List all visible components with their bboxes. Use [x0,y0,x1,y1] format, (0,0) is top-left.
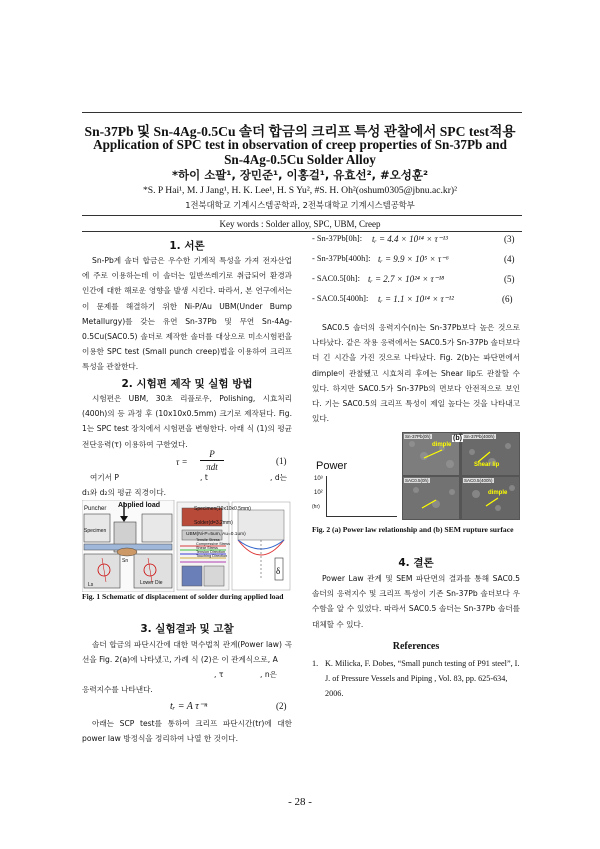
equation-6-label: - SAC0.5[400h]: [312,294,369,303]
where-line-1a: 여기서 P [90,473,119,482]
equation-4: tᵣ = 9.9 × 10⁵ × τ⁻⁶ [378,254,449,264]
authors-english: *S. P Hai¹, M. J Jang¹, H. K. Lee¹, H. S Yu², #S. H. Oh²(oshum0305@jbnu.ac.kr)² [143,185,457,196]
sem-texture [402,432,520,520]
equation-4-label: - Sn-37Pb[400h]: [312,254,371,263]
section-1-paragraph: Sn-Pb계 솔더 합금은 우수한 기계적 특성을 가져 전자산업에 주로 이용하는데 이 솔더는 일반쓰레기로 취급되어 환경과 인간에 대한 해로운 영향을 발생 시킨다. 따라서, 본 연구에서는 이 문제를 해결하기 위한 Ni-P/Au UBM(Under Bump Metallurgy)를 갖는 유연 Sn-37Pb 및 무연 Sn-4Ag-0.5Cu(SAC0.5) 솔더로 제작한 솔더를 대상으로 미소시험편을 이용한 SPC test (Small punch creep)법을 이용하여 크리프 특성을 관찰한다. [82,256,292,372]
keywords: Key words : Solder alloy, SPC, UBM, Creep [219,219,381,229]
label-sn: Sn [122,558,129,564]
label-solder-box: Solder(d=3.2mm) [194,520,233,526]
title-korean: Sn-37Pb 및 Sn-4Ag-0.5Cu 솔더 합금의 크리프 특성 관찰에서 SPC test적용 [84,124,516,139]
section-4-heading: 4. 결론 [398,557,434,569]
reference-1: K. Milicka, F. Dobes, “Small punch testing of P91 steel”, I. J. of Pressure Vessels and Piping , Vol. 83, pp. 625-634, 2006. [325,659,520,698]
figure-1 [82,500,292,592]
section-1-heading: 1. 서론 [169,240,205,252]
sem-tag-2: Sn-37Pb(400h) [464,434,495,439]
label-ls: Ls [88,582,94,588]
equation-4-number: (4) [504,254,515,264]
title-english-line-2: Sn-4Ag-0.5Cu Solder Alloy [224,152,376,167]
legend-shear: Shear Stress [196,546,218,550]
panel-b-label: (b) [453,435,462,442]
sem-tag-3: SAC0.5(0h) [405,478,429,483]
where-line-1c: , d는 [270,473,287,482]
label-ubm: UBM(Ni-P=5um, Au=0.1um) [186,532,246,537]
equation-2: tᵣ = A τ⁻ⁿ [170,701,208,712]
label-specimen-box: Specimen(10x10x0.5mm) [194,506,251,512]
section-3-para1b: , τ [214,670,224,679]
section-3-para1d: 응력지수를 나타낸다. [82,685,153,694]
svg-text:δ: δ [276,566,281,576]
keywords-rule-top [82,215,522,216]
keywords-rule-bottom [82,231,522,232]
figure-1-schematic [82,500,292,592]
reference-1-number: 1. [312,659,319,668]
legend-compressive: Compressive Stress [196,542,230,546]
label-lower-die: Lower Die [140,580,163,586]
y-axis-label: (hr) [312,504,320,510]
equation-6-number: (6) [502,294,513,304]
label-specimen: Specimen [84,528,107,534]
y-tick-2: 10² [314,490,323,496]
figure-2a-chart [312,432,398,520]
section-3-heading: 3. 실험결과 및 고찰 [140,623,234,635]
power-law-equations [308,234,520,314]
figure-2-caption: Fig. 2 (a) Power law relationship and (b) SEM rupture surface [312,525,514,534]
where-line-2: d₁와 d₂의 평균 직경이다. [82,488,167,497]
top-rule [82,112,522,113]
sem-tag-4: SAC0.5(400h) [464,478,493,483]
equation-2-number: (2) [276,701,287,711]
equation-1-number: (1) [276,456,287,466]
legend-touching-direction: Touching Direction [196,554,228,558]
figure-2 [312,432,520,520]
label-puncher: Puncher [84,506,107,512]
section-2-paragraph: 시험편은 UBM, 30초 리플로우, Polishing, 시효처리 (400h)의 등 과정 후 (10x10x0.5mm) 크기로 제작된다. Fig. 1는 SPC test 장치에서 시험편을 변형한다. 아래 식 (1)의 평균 전단응력(τ) 이용하여 구한였다. [82,394,292,449]
equation-1-denominator: πdt [206,462,218,472]
legend-tensile: Tensile Stress [196,538,220,542]
equation-5-label: - SAC0.5[0h]: [312,274,360,283]
equation-6: tᵣ = 1.1 × 10¹⁴ × τ⁻¹² [378,294,454,304]
shear-lip-label: Shear lip [474,462,500,468]
legend-tension-direction: Tension Direction [196,550,226,554]
figure-2b-sem [402,432,520,520]
figure-1-legend [196,538,230,558]
figure-2a-axes [326,476,397,517]
where-line-1b: , t [200,473,208,482]
equation-5: tᵣ = 2.7 × 10²⁴ × τ⁻¹⁸ [368,274,445,284]
section-2-heading: 2. 시험편 제작 및 실험 방법 [121,378,253,390]
section-3-paragraph-1: 솔더 합금의 파단시간에 대한 멱수법칙 관계(Power law) 곡선을 Fig. 2(a)에 나타냈고, 가례 식 (2)은 이 관계식으로, A [82,640,292,665]
label-power: Power [316,460,348,472]
title-english-line-1: Application of SPC test in observation of creep properties of Sn-37Pb and [93,137,507,152]
authors-korean: *하이 소팔¹, 장민준¹, 이홍걸¹, 유효선², #오성훈² [171,168,429,182]
section-3-paragraph-2: 아래는 SCP test를 통하여 크리프 파단시간(tr)에 대한 power law 방정식을 정리하여 나열 한 것이다. [82,719,292,744]
figure-1-caption: Fig. 1 Schematic of displacement of solder during applied load [82,592,284,601]
equation-3-number: (3) [504,234,515,244]
dimple-label-1: dimple [432,442,452,448]
equation-3-label: - Sn-37Pb[0h]: [312,234,363,243]
page-number: - 28 - [288,796,312,808]
dimple-label-2: dimple [488,490,508,496]
results-paragraph: SAC0.5 솔더의 응력지수(n)는 Sn-37Pb보다 높은 것으로 나타났다. 같은 작용 응력에서는 SAC0.5가 Sn-37Pb 솔더보다 더 긴 시간을 가진 것으로 나타났다. Fig. 2(b)는 파단면에서 dimple이 관찰됐고 시효처리 후에는 Shear lip도 관찰할 수 있다. 하지만 SAC0.5가 Sn-37Pb의 면보다 안전적으로 보인다. 기는 SAC0.5의 크리프 특성이 제일 높다는 것을 나타내고 있다. [312,323,520,424]
label-applied-load: Applied load [118,502,160,509]
y-tick-1: 10³ [314,476,323,482]
section-4-paragraph: Power Law 관계 및 SEM 파단면의 결과를 통해 SAC0.5 솔더의 응력지수 및 크리프 특성이 기존 Sn-37Pb 솔더보다 우수함을 알 수 있었다. 따라서 SAC0.5 솔더는 Sn-37Pb 솔더를 대체할 수 있다. [312,574,520,629]
references-heading: References [392,641,440,652]
equation-5-number: (5) [504,274,515,284]
equation-3: tᵣ = 4.4 × 10¹⁴ × τ⁻¹³ [372,234,448,244]
affiliation: 1전북대학교 기계시스템공학과, 2전북대학교 기계시스템공학부 [185,200,415,210]
equation-1-lhs: τ = [176,457,188,467]
equation-1-numerator: P [209,449,215,459]
section-3-para1c: , n은 [260,670,277,679]
sem-tag-1: Sn-37Pb(0h) [405,434,431,439]
